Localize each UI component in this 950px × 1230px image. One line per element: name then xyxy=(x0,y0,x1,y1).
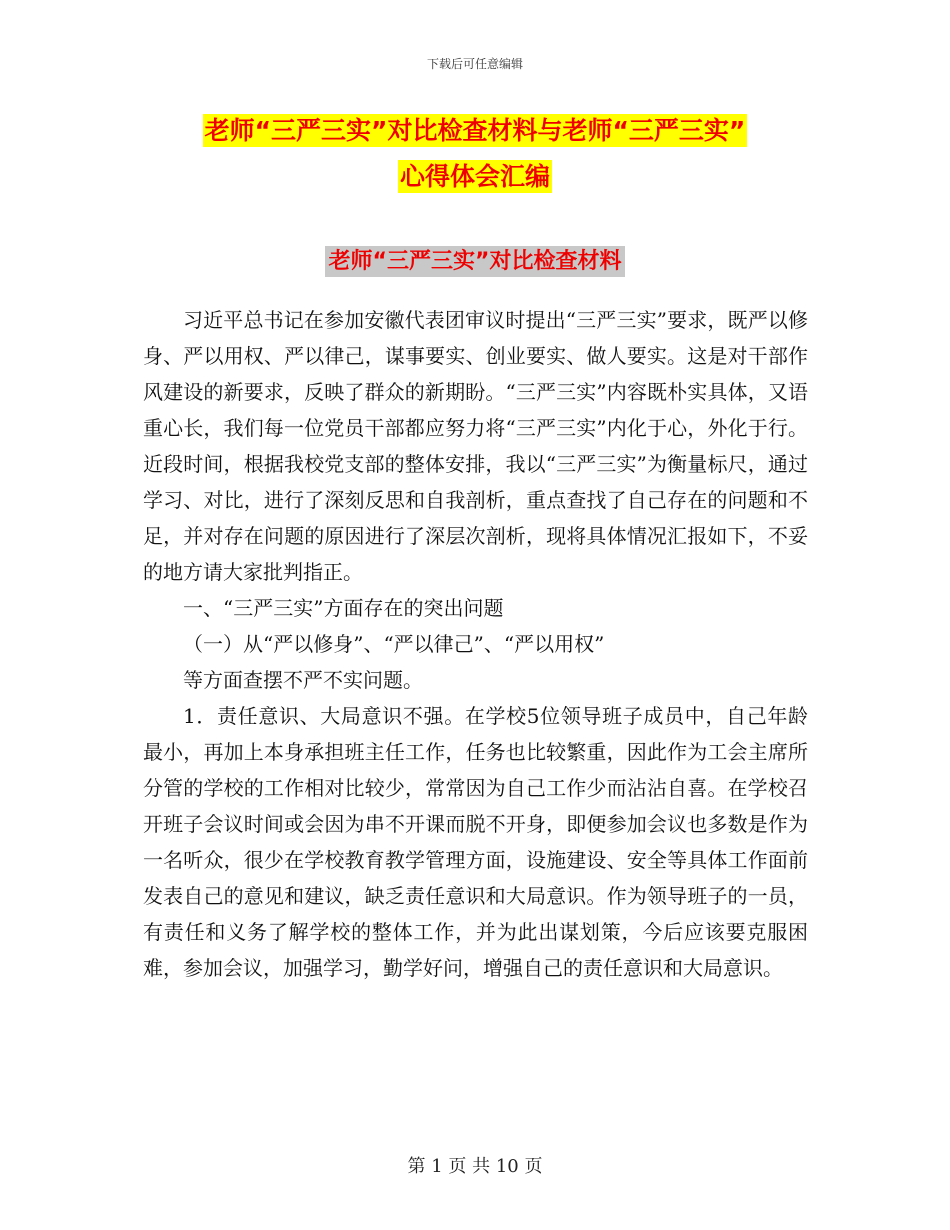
page-footer: 第 1 页 共 10 页 xyxy=(407,1156,543,1177)
section-title xyxy=(0,244,950,280)
paragraph-item-1: 1．责任意识、大局意识不强。在学校5位领导班子成员中，自己年龄最小，再加上本身承担班主任工作，任务也比较繁重，因此作为工会主席所分管的学校的工作相对比较少，常常因为自己工作少而沾沾自喜。在学校召开班子会议时间或会因为串不开课而脱不开身，即便参加会议也多数是作为一名听众，很少在学校教育教学管理方面，设施建设、安全等具体工作面前发表自己的意见和建议，缺乏责任意识和大局意识。作为领导班子的一员，有责任和义务了解学校的整体工作，并为此出谋划策，今后应该要克服困难，参加会议，加强学习，勤学好问，增强自己的责任意识和大局意识。 xyxy=(143,704,808,980)
document-title xyxy=(0,108,950,200)
document-title-line-1: 老师“三严三实”对比检查材料与老师“三严三实” xyxy=(204,116,746,145)
page-header-note: 下载后可任意编辑 xyxy=(426,57,523,71)
document-body xyxy=(143,302,808,986)
section-title-text: 老师“三严三实”对比检查材料 xyxy=(325,246,626,277)
paragraph-intro: 习近平总书记在参加安徽代表团审议时提出“三严三实”要求，既严以修身、严以用权、严以律己，谋事要实、创业要实、做人要实。这是对干部作风建设的新要求，反映了群众的新期盼。“三严三实”内容既朴实具体，又语重心长，我们每一位党员干部都应努力将“三严三实”内化于心，外化于行。近段时间，根据我校党支部的整体安排，我以“三严三实”为衡量标尺，通过学习、对比，进行了深刻反思和自我剖析，重点查找了自己存在的问题和不足，并对存在问题的原因进行了深层次剖析，现将具体情况汇报如下，不妥的地方请大家批判指正。 xyxy=(143,308,808,584)
paragraph-subheading-1-cont: 等方面查摆不严不实问题。 xyxy=(183,668,423,692)
paragraph-subheading-1: （一）从“严以修身”、“严以律己”、“严以用权” xyxy=(183,632,605,656)
paragraph-heading-1: 一、“三严三实”方面存在的突出问题 xyxy=(183,596,504,620)
document-title-line-2: 心得体会汇编 xyxy=(399,162,550,191)
